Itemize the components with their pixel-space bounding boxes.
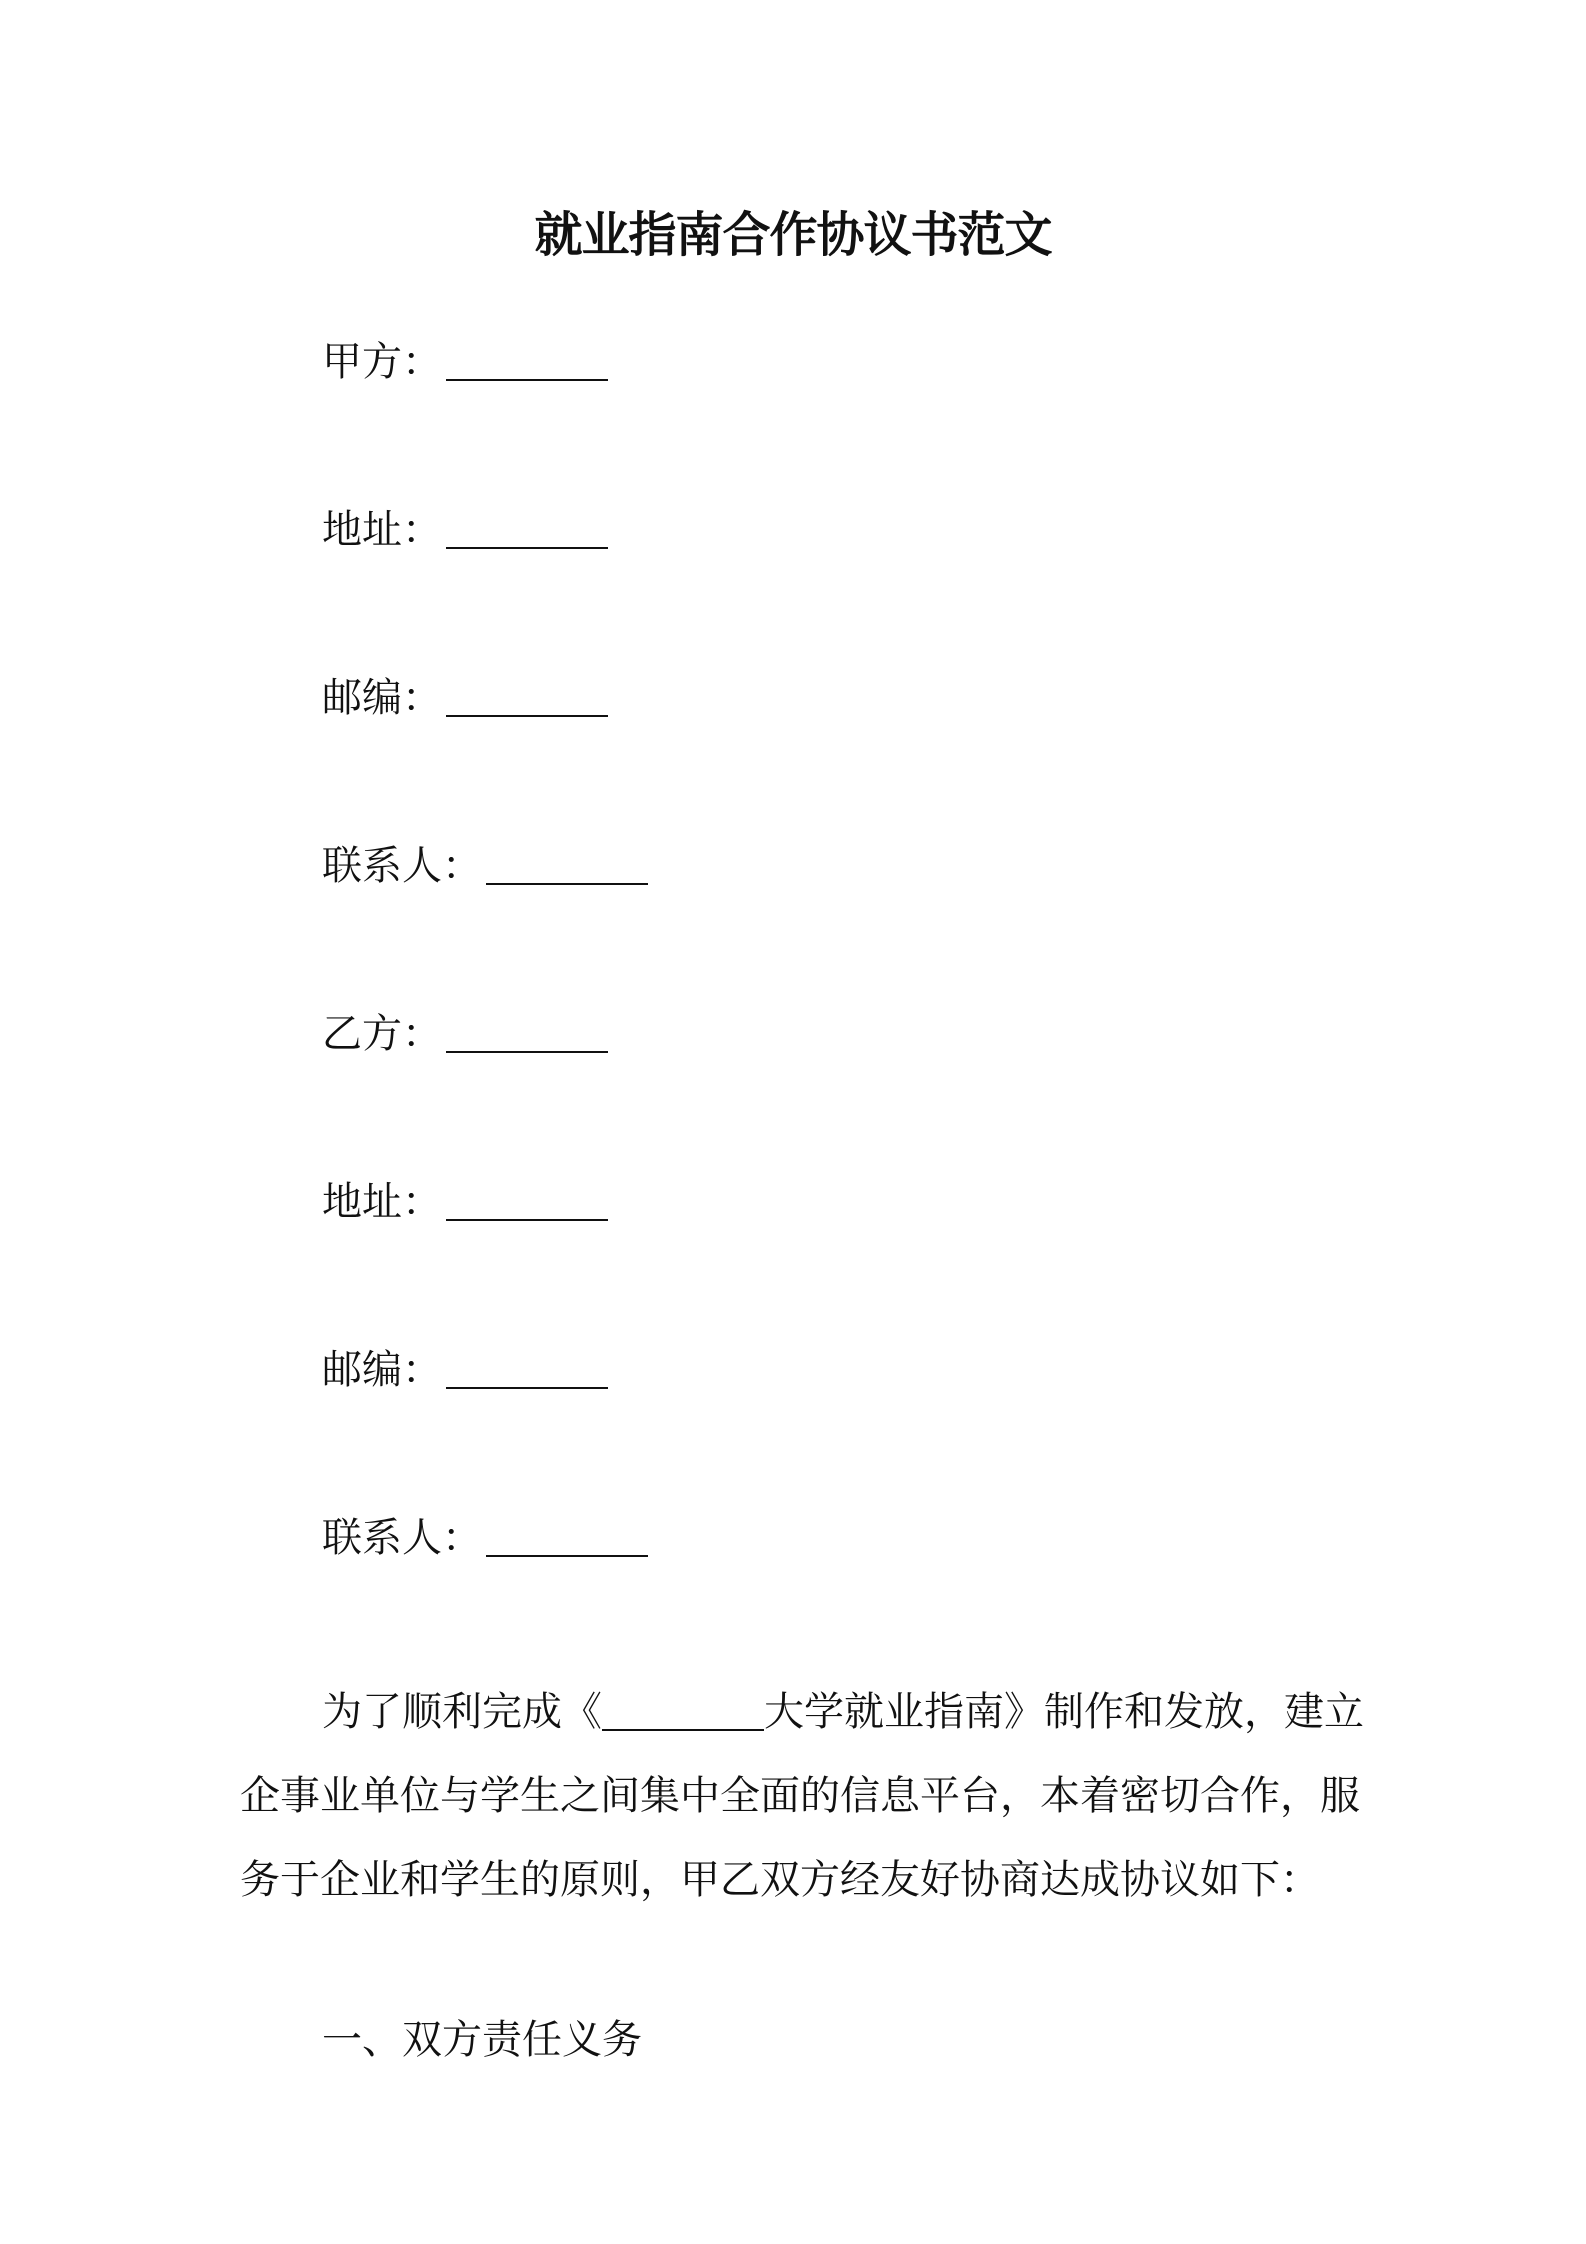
party-b-name-field [322,1004,608,1064]
party-b-address-field [322,1172,608,1232]
party-b-name-blank [446,1007,608,1053]
party-b-address-blank [446,1175,608,1221]
intro-line-1 [240,1670,1364,1754]
party-b-contact-blank [486,1511,648,1557]
party-a-address-field [322,500,608,560]
section-1-heading: 一、双方责任义务 [322,2017,642,2063]
party-a-name-field [322,332,608,392]
party-b-postcode-field [322,1340,608,1400]
party-b-name-label: 乙方： [322,1011,442,1057]
party-b-postcode-blank [446,1343,608,1389]
intro-line-1-after: 大学就业指南》制作和发放，建立 [764,1689,1364,1735]
intro-line-2: 企事业单位与学生之间集中全面的信息平台，本着密切合作，服 [240,1773,1360,1819]
party-a-name-blank [446,335,608,381]
party-b-contact-label: 联系人： [322,1515,482,1561]
party-b-postcode-label: 邮编： [322,1347,442,1393]
party-a-postcode-label: 邮编： [322,675,442,721]
party-a-address-blank [446,503,608,549]
intro-paragraph [240,1670,1364,1922]
party-a-contact-field [322,836,648,896]
university-name-blank [602,1685,764,1731]
party-b-contact-field [322,1508,648,1568]
intro-line-1-before: 为了顺利完成《 [322,1689,602,1735]
party-a-postcode-field [322,668,608,728]
document-title: 就业指南合作协议书范文 [534,207,1052,263]
intro-line-3: 务于企业和学生的原则，甲乙双方经友好协商达成协议如下： [240,1857,1320,1903]
party-b-address-label: 地址： [322,1179,442,1225]
party-a-address-label: 地址： [322,507,442,553]
party-a-contact-blank [486,839,648,885]
party-a-contact-label: 联系人： [322,843,482,889]
party-a-postcode-blank [446,671,608,717]
party-a-name-label: 甲方： [322,339,442,385]
